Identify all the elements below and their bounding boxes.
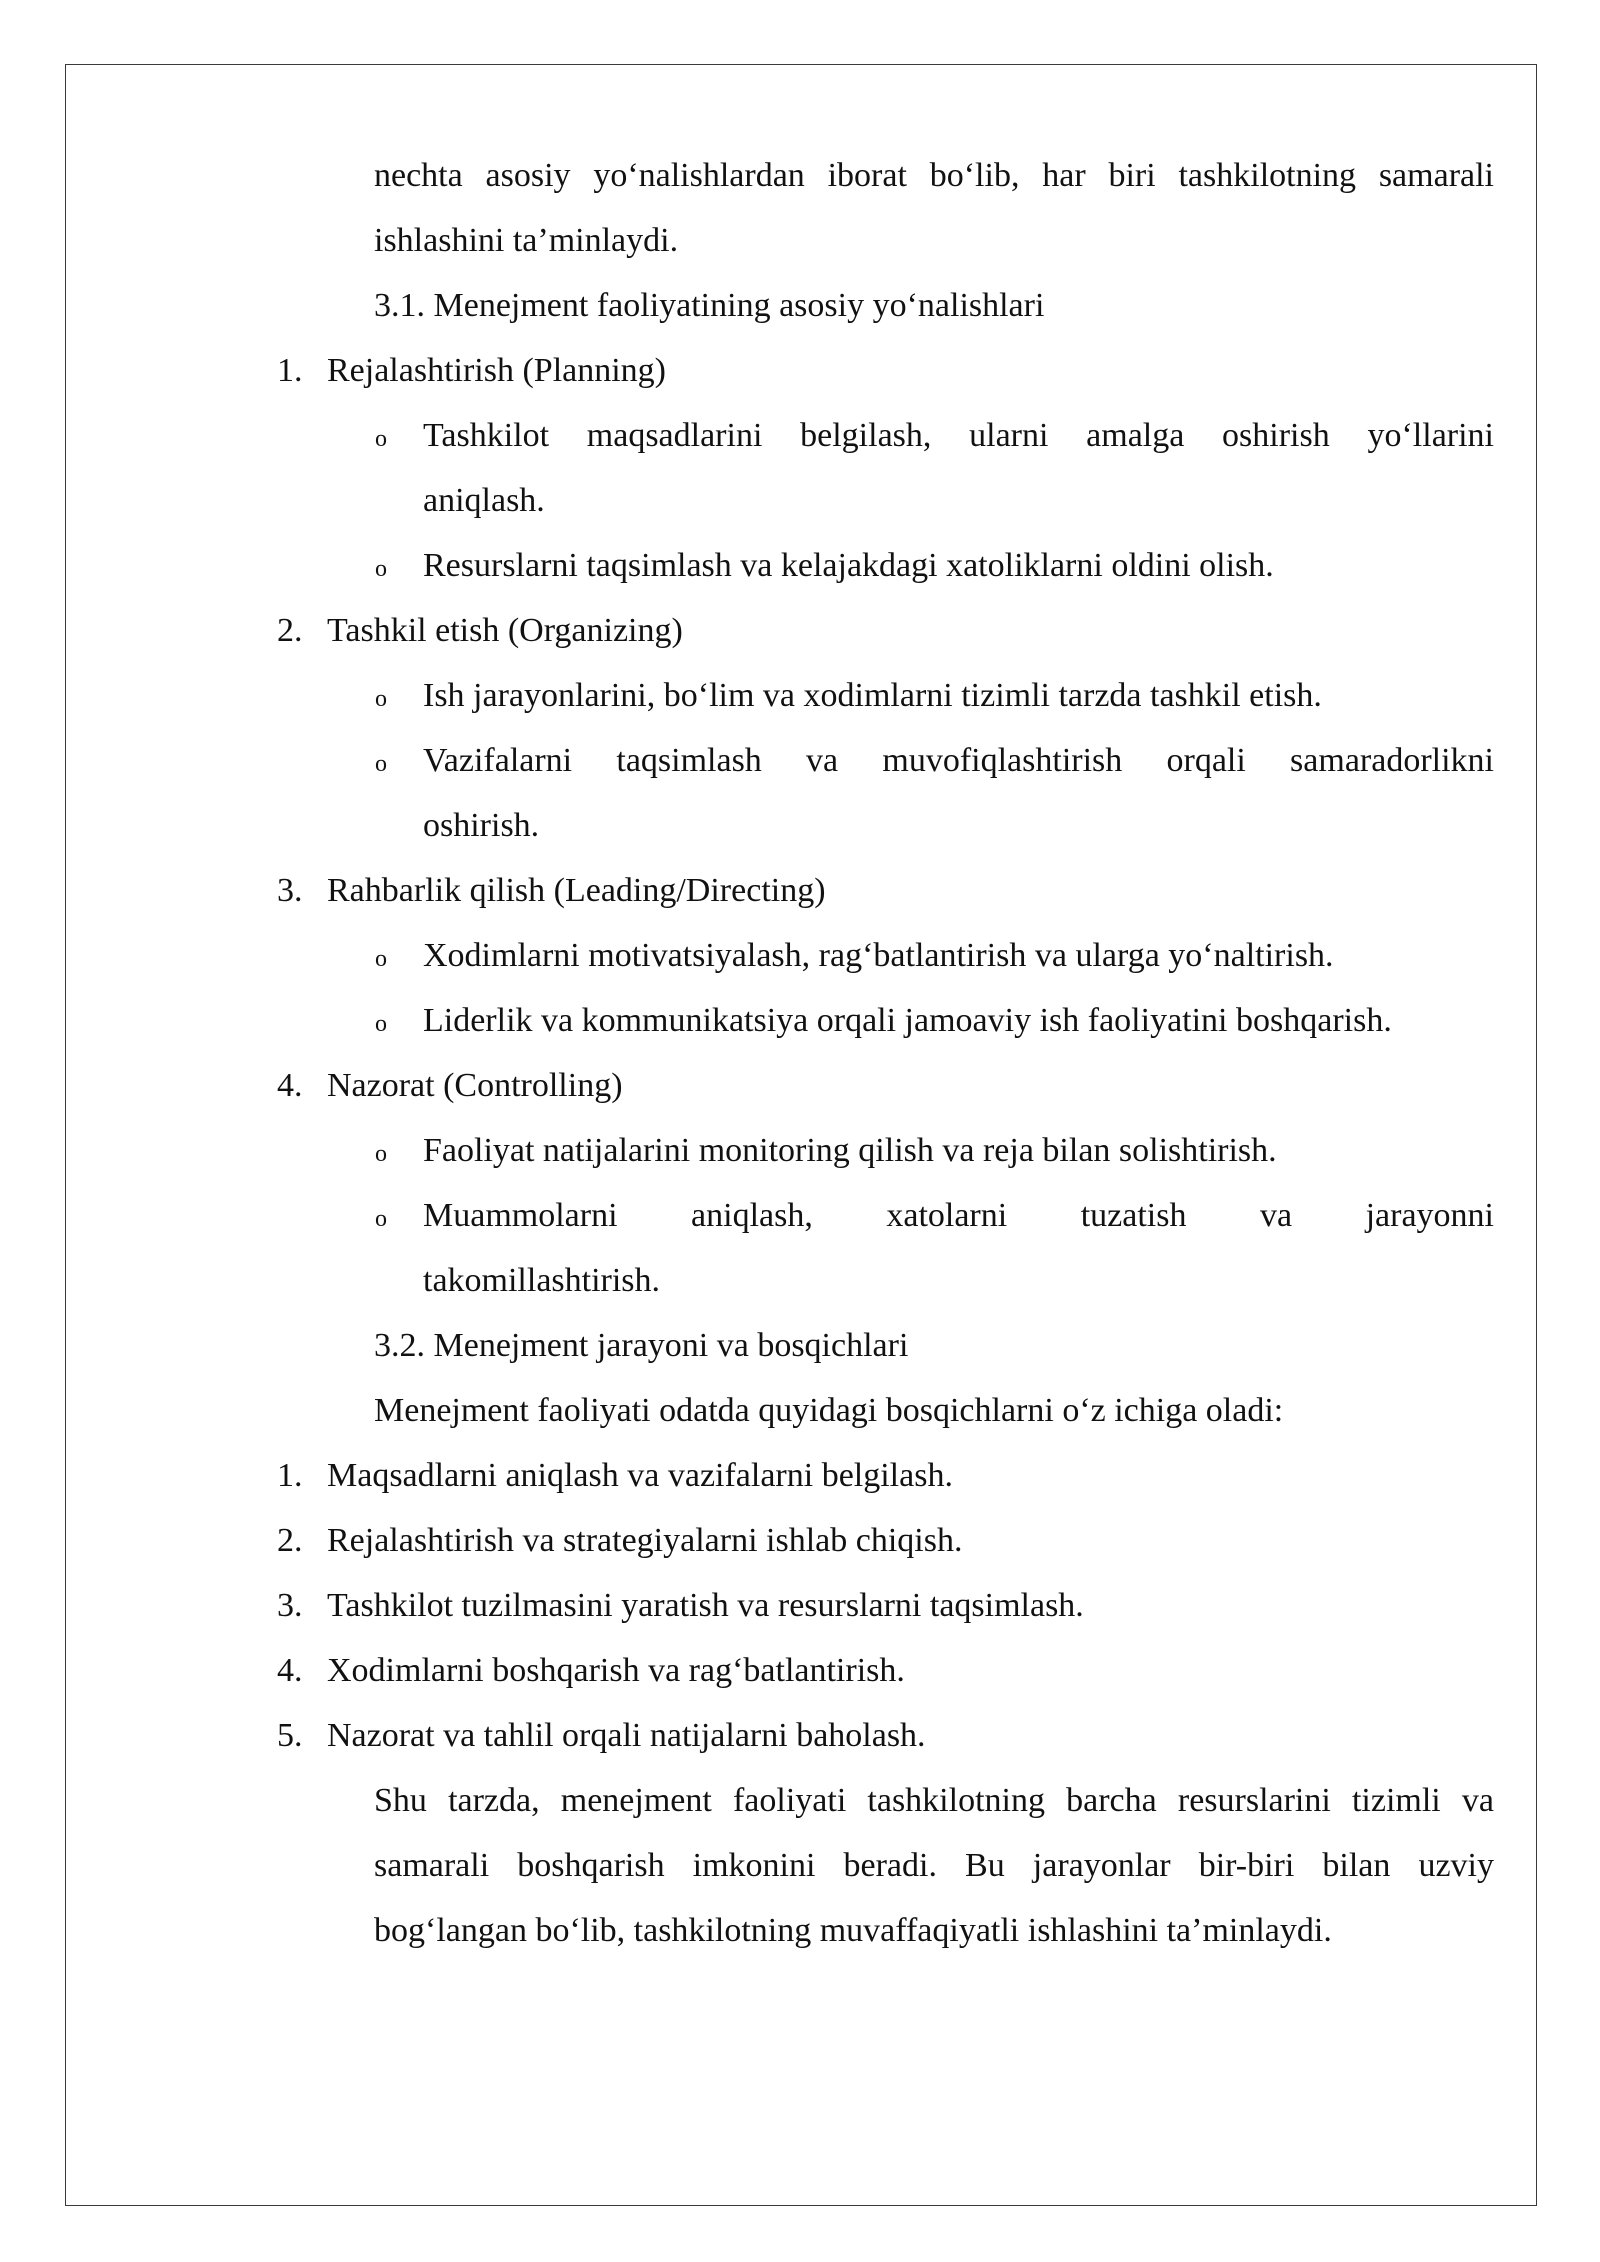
bullet-marker: o	[375, 426, 387, 452]
bullet-text: Ish jarayonlarini, bo‘lim va xodimlarni tizimli tarzda tashkil etish.	[423, 677, 1322, 714]
list-item: Rejalashtirish va strategiyalarni ishlab chiqish.	[327, 1522, 963, 1559]
list-number: 1.	[277, 1457, 303, 1494]
list-item-title: Tashkil etish (Organizing)	[327, 612, 683, 649]
bullet-marker: o	[375, 556, 387, 582]
bullet-text-continuation: aniqlash.	[423, 482, 545, 519]
intro-line-1: nechta asosiy yo‘nalishlardan iborat bo‘lib, har biri tashkilotning samarali	[374, 157, 1494, 194]
list-item: Maqsadlarni aniqlash va vazifalarni belgilash.	[327, 1457, 953, 1494]
bullet-marker: o	[375, 946, 387, 972]
list-item-title: Rejalashtirish (Planning)	[327, 352, 667, 389]
bullet-text: Liderlik va kommunikatsiya orqali jamoaviy ish faoliyatini boshqarish.	[423, 1002, 1392, 1039]
list-item-title: Nazorat (Controlling)	[327, 1067, 623, 1104]
list-item: Xodimlarni boshqarish va rag‘batlantirish.	[327, 1652, 905, 1689]
bullet-text: Vazifalarni taqsimlash va muvofiqlashtirish orqali samaradorlikni	[423, 742, 1494, 779]
bullet-text-continuation: takomillashtirish.	[423, 1262, 661, 1299]
bullet-marker: o	[375, 751, 387, 777]
list-number: 2.	[277, 612, 303, 649]
section-lead-paragraph: Menejment faoliyati odatda quyidagi bosqichlarni o‘z ichiga oladi:	[374, 1392, 1284, 1429]
conclusion-line-2: samarali boshqarish imkonini beradi. Bu jarayonlar bir-biri bilan uzviy	[374, 1847, 1494, 1884]
conclusion-line-3: bog‘langan bo‘lib, tashkilotning muvaffaqiyatli ishlashini ta’minlaydi.	[374, 1912, 1332, 1949]
bullet-marker: o	[375, 1206, 387, 1232]
section-heading-3-2: 3.2. Menejment jarayoni va bosqichlari	[374, 1327, 909, 1364]
bullet-text: Tashkilot maqsadlarini belgilash, ularni amalga oshirish yo‘llarini	[423, 417, 1494, 454]
bullet-text: Xodimlarni motivatsiyalash, rag‘batlantirish va ularga yo‘naltirish.	[423, 937, 1334, 974]
bullet-marker: o	[375, 686, 387, 712]
bullet-text: Faoliyat natijalarini monitoring qilish va reja bilan solishtirish.	[423, 1132, 1277, 1169]
bullet-marker: o	[375, 1141, 387, 1167]
list-number: 4.	[277, 1067, 303, 1104]
bullet-text: Muammolarni aniqlash, xatolarni tuzatish va jarayonni	[423, 1197, 1494, 1234]
list-item: Tashkilot tuzilmasini yaratish va resurslarni taqsimlash.	[327, 1587, 1084, 1624]
section-heading-3-1: 3.1. Menejment faoliyatining asosiy yo‘nalishlari	[374, 287, 1045, 324]
bullet-text: Resurslarni taqsimlash va kelajakdagi xatoliklarni oldini olish.	[423, 547, 1274, 584]
list-number: 5.	[277, 1717, 303, 1754]
bullet-marker: o	[375, 1011, 387, 1037]
bullet-text-continuation: oshirish.	[423, 807, 540, 844]
list-number: 1.	[277, 352, 303, 389]
list-number: 4.	[277, 1652, 303, 1689]
conclusion-line-1: Shu tarzda, menejment faoliyati tashkilotning barcha resurslarini tizimli va	[374, 1782, 1494, 1819]
list-number: 3.	[277, 872, 303, 909]
intro-line-2: ishlashini ta’minlaydi.	[374, 222, 679, 259]
list-number: 2.	[277, 1522, 303, 1559]
list-item-title: Rahbarlik qilish (Leading/Directing)	[327, 872, 826, 909]
list-number: 3.	[277, 1587, 303, 1624]
list-item: Nazorat va tahlil orqali natijalarni baholash.	[327, 1717, 926, 1754]
